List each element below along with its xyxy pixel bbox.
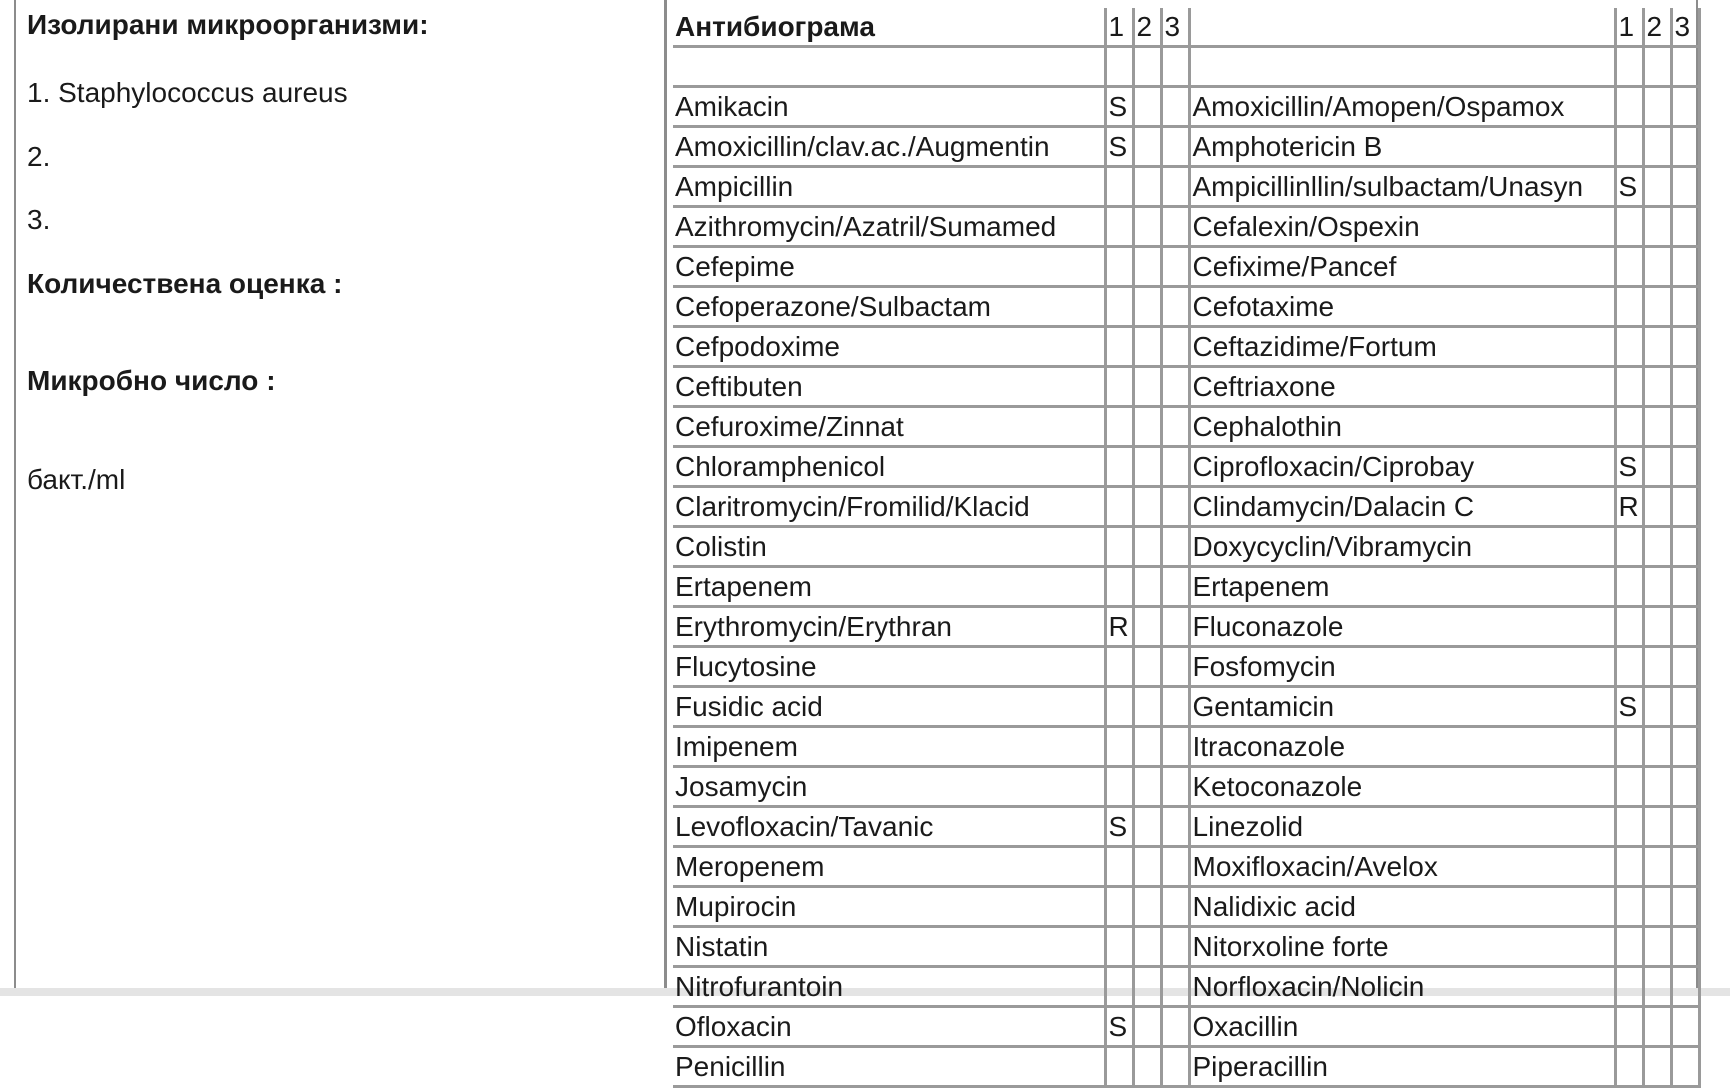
- result-3: [1161, 647, 1189, 687]
- result-3-right: [1671, 967, 1699, 1007]
- result-3-right: [1671, 687, 1699, 727]
- right-title-cell: [1189, 8, 1615, 47]
- result-2: [1133, 1047, 1161, 1087]
- result-2-right: [1643, 727, 1671, 767]
- table-row: [673, 847, 1699, 887]
- result-3-right: [1671, 327, 1699, 367]
- result-3: [1161, 967, 1189, 1007]
- result-1-right: [1615, 527, 1643, 567]
- table-row: [673, 607, 1699, 647]
- result-1-right: [1615, 127, 1643, 167]
- result-1-right: [1615, 247, 1643, 287]
- result-2: [1133, 167, 1161, 207]
- result-2: [1133, 287, 1161, 327]
- result-3: [1161, 687, 1189, 727]
- result-3: [1161, 167, 1189, 207]
- result-3: [1161, 367, 1189, 407]
- antibiotic-name-right: Nalidixic acid: [1189, 887, 1615, 927]
- result-2-right: [1643, 207, 1671, 247]
- column-header-3-right: 3: [1671, 8, 1699, 47]
- result-1: [1105, 687, 1133, 727]
- result-3: [1161, 807, 1189, 847]
- antibiotic-name-right: Ceftazidime/Fortum: [1189, 327, 1615, 367]
- result-1: [1105, 1047, 1133, 1087]
- antibiotic-name-right: Piperacillin: [1189, 1047, 1615, 1087]
- result-2: [1133, 887, 1161, 927]
- result-1-right: [1615, 287, 1643, 327]
- result-2-right: [1643, 407, 1671, 447]
- antibiotic-name: Claritromycin/Fromilid/Klacid: [673, 487, 1105, 527]
- result-2: [1133, 687, 1161, 727]
- result-1-right: [1615, 407, 1643, 447]
- unit-label: бакт./ml: [27, 464, 126, 495]
- antibiotic-name: Erythromycin/Erythran: [673, 607, 1105, 647]
- result-2: [1133, 647, 1161, 687]
- result-3: [1161, 767, 1189, 807]
- table-row: [673, 567, 1699, 607]
- result-3: [1161, 527, 1189, 567]
- column-header-1-right: 1: [1615, 8, 1643, 47]
- antibiotic-name: Flucytosine: [673, 647, 1105, 687]
- result-3-right: [1671, 847, 1699, 887]
- table-spacer-row: [673, 47, 1699, 87]
- result-3: [1161, 487, 1189, 527]
- result-2: [1133, 127, 1161, 167]
- result-1-right: [1615, 767, 1643, 807]
- result-2-right: [1643, 927, 1671, 967]
- result-2-right: [1643, 647, 1671, 687]
- table-row: [673, 527, 1699, 567]
- result-2-right: [1643, 367, 1671, 407]
- table-row: [673, 127, 1699, 167]
- result-2-right: [1643, 287, 1671, 327]
- result-1: [1105, 207, 1133, 247]
- antibiotic-name: Nistatin: [673, 927, 1105, 967]
- result-2-right: [1643, 127, 1671, 167]
- result-3: [1161, 127, 1189, 167]
- result-2: [1133, 927, 1161, 967]
- result-2: [1133, 367, 1161, 407]
- result-1-right: [1615, 207, 1643, 247]
- table-row: [673, 407, 1699, 447]
- result-1-right: [1615, 647, 1643, 687]
- result-1: [1105, 927, 1133, 967]
- quantitative-label: Количествена оценка :: [27, 268, 343, 299]
- result-1: [1105, 727, 1133, 767]
- table-row: [673, 167, 1699, 207]
- result-1: [1105, 447, 1133, 487]
- result-2: [1133, 767, 1161, 807]
- result-1: [1105, 527, 1133, 567]
- table-row: [673, 87, 1699, 127]
- table-row: [673, 967, 1699, 1007]
- result-2-right: [1643, 327, 1671, 367]
- antibiotic-name: Cefepime: [673, 247, 1105, 287]
- antibiotic-name-right: Ertapenem: [1189, 567, 1615, 607]
- result-2: [1133, 607, 1161, 647]
- result-2-right: [1643, 87, 1671, 127]
- result-1: [1105, 767, 1133, 807]
- table-row: [673, 247, 1699, 287]
- table-row: [673, 807, 1699, 847]
- antibiotic-name: Chloramphenicol: [673, 447, 1105, 487]
- result-3: [1161, 927, 1189, 967]
- antibiotic-name: Amikacin: [673, 87, 1105, 127]
- antibiotic-name-right: Fosfomycin: [1189, 647, 1615, 687]
- antibiotic-name: Ertapenem: [673, 567, 1105, 607]
- result-3-right: [1671, 607, 1699, 647]
- table-row: [673, 927, 1699, 967]
- result-1-right: R: [1615, 487, 1643, 527]
- result-2: [1133, 407, 1161, 447]
- result-3-right: [1671, 727, 1699, 767]
- antibiotic-name-right: Linezolid: [1189, 807, 1615, 847]
- result-1: [1105, 887, 1133, 927]
- table-row: [673, 1007, 1699, 1047]
- antibiogram-title: Антибиограма: [673, 8, 1105, 47]
- result-1: S: [1105, 807, 1133, 847]
- antibiotic-name-right: Norfloxacin/Nolicin: [1189, 967, 1615, 1007]
- result-3-right: [1671, 647, 1699, 687]
- result-2: [1133, 207, 1161, 247]
- result-1: S: [1105, 1007, 1133, 1047]
- table-header-row: [673, 8, 1699, 47]
- antibiotic-name: Ceftibuten: [673, 367, 1105, 407]
- antibiotic-name-right: Gentamicin: [1189, 687, 1615, 727]
- result-2: [1133, 487, 1161, 527]
- antibiotic-name: Meropenem: [673, 847, 1105, 887]
- result-2: [1133, 847, 1161, 887]
- result-3-right: [1671, 807, 1699, 847]
- organism-3: 3.: [27, 204, 51, 235]
- result-1-right: S: [1615, 447, 1643, 487]
- antibiotic-name: Levofloxacin/Tavanic: [673, 807, 1105, 847]
- antibiotic-name: Cefuroxime/Zinnat: [673, 407, 1105, 447]
- result-2: [1133, 567, 1161, 607]
- result-2: [1133, 87, 1161, 127]
- result-1: [1105, 647, 1133, 687]
- result-2-right: [1643, 607, 1671, 647]
- result-1-right: [1615, 567, 1643, 607]
- antibiotic-name-right: Cefalexin/Ospexin: [1189, 207, 1615, 247]
- organism-2: 2.: [27, 141, 51, 172]
- result-2-right: [1643, 887, 1671, 927]
- table-row: [673, 207, 1699, 247]
- antibiotic-name: Colistin: [673, 527, 1105, 567]
- result-1-right: [1615, 887, 1643, 927]
- result-3-right: [1671, 767, 1699, 807]
- antibiotic-name: Cefpodoxime: [673, 327, 1105, 367]
- center-divider: [664, 0, 667, 996]
- result-3: [1161, 887, 1189, 927]
- result-1: S: [1105, 127, 1133, 167]
- result-2-right: [1643, 567, 1671, 607]
- result-2-right: [1643, 1007, 1671, 1047]
- result-3: [1161, 287, 1189, 327]
- table-row: [673, 887, 1699, 927]
- result-1: [1105, 407, 1133, 447]
- result-1-right: [1615, 327, 1643, 367]
- left-border: [14, 0, 16, 996]
- result-1-right: [1615, 967, 1643, 1007]
- result-1: [1105, 567, 1133, 607]
- table-row: [673, 447, 1699, 487]
- result-3: [1161, 607, 1189, 647]
- result-1-right: [1615, 607, 1643, 647]
- result-3: [1161, 327, 1189, 367]
- result-1-right: [1615, 807, 1643, 847]
- result-3-right: [1671, 487, 1699, 527]
- antibiotic-name: Josamycin: [673, 767, 1105, 807]
- antibiotic-name-right: Ceftriaxone: [1189, 367, 1615, 407]
- result-1: [1105, 847, 1133, 887]
- result-2: [1133, 527, 1161, 567]
- isolated-heading: Изолирани микроорганизми:: [27, 9, 429, 40]
- result-2-right: [1643, 527, 1671, 567]
- result-3: [1161, 407, 1189, 447]
- result-1-right: [1615, 1047, 1643, 1087]
- antibiotic-name-right: Oxacillin: [1189, 1007, 1615, 1047]
- result-2-right: [1643, 807, 1671, 847]
- result-1-right: [1615, 367, 1643, 407]
- result-3: [1161, 247, 1189, 287]
- table-row: [673, 1047, 1699, 1087]
- result-3-right: [1671, 87, 1699, 127]
- result-3-right: [1671, 447, 1699, 487]
- result-2-right: [1643, 1047, 1671, 1087]
- result-3-right: [1671, 287, 1699, 327]
- result-1: [1105, 367, 1133, 407]
- result-3-right: [1671, 927, 1699, 967]
- antibiotic-name-right: Ketoconazole: [1189, 767, 1615, 807]
- result-1: [1105, 327, 1133, 367]
- antibiotic-name: Nitrofurantoin: [673, 967, 1105, 1007]
- result-2-right: [1643, 487, 1671, 527]
- antibiotic-name-right: Nitorxoline forte: [1189, 927, 1615, 967]
- organism-1: 1. Staphylococcus aureus: [27, 77, 348, 108]
- result-3: [1161, 447, 1189, 487]
- result-1: [1105, 967, 1133, 1007]
- result-3: [1161, 847, 1189, 887]
- antibiogram-table: [673, 8, 1701, 1088]
- result-3-right: [1671, 1007, 1699, 1047]
- result-1-right: [1615, 87, 1643, 127]
- result-1: [1105, 287, 1133, 327]
- result-1: [1105, 247, 1133, 287]
- table-row: [673, 327, 1699, 367]
- column-header-3: 3: [1161, 8, 1189, 47]
- result-1-right: [1615, 927, 1643, 967]
- column-header-2: 2: [1133, 8, 1161, 47]
- result-1-right: [1615, 847, 1643, 887]
- result-3-right: [1671, 247, 1699, 287]
- table-row: [673, 687, 1699, 727]
- result-3: [1161, 87, 1189, 127]
- antibiotic-name: Ampicillin: [673, 167, 1105, 207]
- antibiotic-name-right: Doxycyclin/Vibramycin: [1189, 527, 1615, 567]
- antibiotic-name-right: Fluconazole: [1189, 607, 1615, 647]
- result-2-right: [1643, 967, 1671, 1007]
- result-3: [1161, 1007, 1189, 1047]
- antibiotic-name-right: Ciprofloxacin/Ciprobay: [1189, 447, 1615, 487]
- result-2: [1133, 967, 1161, 1007]
- antibiotic-name-right: Cefotaxime: [1189, 287, 1615, 327]
- result-2: [1133, 807, 1161, 847]
- result-3-right: [1671, 527, 1699, 567]
- result-1: [1105, 167, 1133, 207]
- result-2-right: [1643, 167, 1671, 207]
- result-1-right: S: [1615, 687, 1643, 727]
- result-3: [1161, 1047, 1189, 1087]
- table-row: [673, 367, 1699, 407]
- antibiotic-name: Penicillin: [673, 1047, 1105, 1087]
- result-1-right: S: [1615, 167, 1643, 207]
- result-3: [1161, 727, 1189, 767]
- result-3-right: [1671, 567, 1699, 607]
- antibiotic-name: Azithromycin/Azatril/Sumamed: [673, 207, 1105, 247]
- antibiotic-name-right: Amoxicillin/Amopen/Ospamox: [1189, 87, 1615, 127]
- antibiotic-name-right: Ampicillinllin/sulbactam/Unasyn: [1189, 167, 1615, 207]
- antibiotic-name-right: Amphotericin B: [1189, 127, 1615, 167]
- result-2-right: [1643, 847, 1671, 887]
- antibiotic-name-right: Cefixime/Pancef: [1189, 247, 1615, 287]
- antibiotic-name-right: Clindamycin/Dalacin C: [1189, 487, 1615, 527]
- antibiotic-name: Ofloxacin: [673, 1007, 1105, 1047]
- result-1-right: [1615, 1007, 1643, 1047]
- column-header-1: 1: [1105, 8, 1133, 47]
- table-row: [673, 767, 1699, 807]
- table-row: [673, 647, 1699, 687]
- result-3-right: [1671, 1047, 1699, 1087]
- table-row: [673, 487, 1699, 527]
- result-1: R: [1105, 607, 1133, 647]
- result-2: [1133, 247, 1161, 287]
- result-2: [1133, 447, 1161, 487]
- antibiotic-name-right: Moxifloxacin/Avelox: [1189, 847, 1615, 887]
- table-row: [673, 287, 1699, 327]
- result-3: [1161, 567, 1189, 607]
- antibiotic-name: Cefoperazone/Sulbactam: [673, 287, 1105, 327]
- result-3-right: [1671, 407, 1699, 447]
- result-2: [1133, 727, 1161, 767]
- result-3-right: [1671, 167, 1699, 207]
- column-header-2-right: 2: [1643, 8, 1671, 47]
- result-1: S: [1105, 87, 1133, 127]
- result-3-right: [1671, 127, 1699, 167]
- antibiotic-name: Imipenem: [673, 727, 1105, 767]
- antibiotic-name: Fusidic acid: [673, 687, 1105, 727]
- result-2-right: [1643, 767, 1671, 807]
- result-2-right: [1643, 247, 1671, 287]
- antibiotic-name: Amoxicillin/clav.ac./Augmentin: [673, 127, 1105, 167]
- result-3-right: [1671, 367, 1699, 407]
- result-1-right: [1615, 727, 1643, 767]
- result-3: [1161, 207, 1189, 247]
- antibiotic-name-right: Itraconazole: [1189, 727, 1615, 767]
- result-2-right: [1643, 447, 1671, 487]
- result-1: [1105, 487, 1133, 527]
- table-row: [673, 727, 1699, 767]
- antibiotic-name-right: Cephalothin: [1189, 407, 1615, 447]
- result-2: [1133, 327, 1161, 367]
- result-2-right: [1643, 687, 1671, 727]
- result-3-right: [1671, 887, 1699, 927]
- result-3-right: [1671, 207, 1699, 247]
- antibiotic-name: Mupirocin: [673, 887, 1105, 927]
- microbial-count-label: Микробно число :: [27, 365, 276, 396]
- result-2: [1133, 1007, 1161, 1047]
